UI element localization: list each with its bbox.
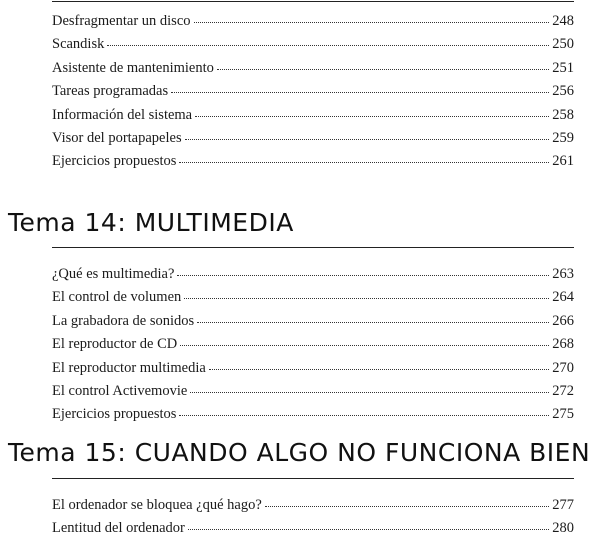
section-divider	[52, 1, 574, 2]
toc-entry-page: 275	[552, 406, 574, 423]
toc-entry-title: El reproductor de CD	[52, 336, 178, 353]
toc-entry[interactable]	[52, 10, 574, 33]
dot-leader	[179, 162, 549, 163]
toc-entry-page: 277	[552, 497, 574, 513]
toc-entry-page: 261	[552, 153, 574, 170]
toc-entry-page: 248	[552, 13, 574, 29]
toc-entry-page: 270	[552, 359, 574, 376]
toc-entry-page: 256	[552, 83, 574, 100]
toc-entry-page: 259	[552, 129, 574, 146]
dot-leader	[209, 369, 549, 370]
dot-leader	[179, 415, 549, 416]
toc-entry-page: 264	[552, 289, 574, 306]
toc-section-tema-13-end	[52, 10, 574, 174]
toc-entry-page: 272	[552, 382, 574, 399]
toc-entry[interactable]	[52, 517, 574, 540]
dot-leader	[107, 45, 549, 46]
toc-section-tema-15	[52, 494, 574, 541]
section-divider	[52, 247, 574, 248]
toc-entry-page: 251	[552, 59, 574, 76]
toc-entry[interactable]	[52, 150, 574, 173]
section-divider	[52, 478, 574, 479]
dot-leader	[195, 116, 549, 117]
toc-entry-title: Visor del portapapeles	[52, 129, 182, 146]
toc-entry[interactable]	[52, 263, 574, 286]
dot-leader	[188, 529, 549, 530]
toc-entry-title: El ordenador se bloquea ¿qué hago?	[52, 497, 262, 513]
toc-entry-title: Tareas programadas	[52, 83, 169, 100]
toc-entry-title: Asistente de mantenimiento	[52, 59, 214, 76]
toc-entry[interactable]	[52, 104, 574, 127]
toc-entry-page: 263	[552, 266, 574, 282]
toc-entry-page: 258	[552, 106, 574, 123]
toc-entry-title: ¿Qué es multimedia?	[52, 266, 175, 282]
toc-entry-title: El control Activemovie	[52, 382, 188, 399]
toc-entry-page: 250	[552, 36, 574, 53]
chapter-heading-tema-15: Tema 15: CUANDO ALGO NO FUNCIONA BIEN	[8, 438, 591, 467]
toc-entry[interactable]	[52, 127, 574, 150]
dot-leader	[177, 275, 549, 276]
dot-leader	[184, 298, 549, 299]
dot-leader	[265, 506, 549, 507]
dot-leader	[185, 139, 550, 140]
toc-entry[interactable]	[52, 310, 574, 333]
toc-entry-title: Lentitud del ordenador	[52, 520, 185, 537]
toc-entry[interactable]	[52, 286, 574, 309]
toc-entry[interactable]	[52, 57, 574, 80]
dot-leader	[180, 345, 549, 346]
toc-entry[interactable]	[52, 380, 574, 403]
toc-entry-title: Desfragmentar un disco	[52, 13, 191, 29]
toc-entry-title: Información del sistema	[52, 106, 193, 123]
toc-entry-title: Scandisk	[52, 36, 105, 53]
toc-entry-title: El reproductor multimedia	[52, 359, 206, 376]
toc-entry-page: 266	[552, 312, 574, 329]
toc-entry-title: Ejercicios propuestos	[52, 153, 177, 170]
dot-leader	[171, 92, 549, 93]
toc-section-tema-14	[52, 263, 574, 427]
toc-entry-page: 280	[552, 520, 574, 537]
toc-entry[interactable]	[52, 494, 574, 517]
toc-entry[interactable]	[52, 403, 574, 426]
dot-leader	[190, 392, 549, 393]
toc-entry-title: La grabadora de sonidos	[52, 312, 195, 329]
toc-entry[interactable]	[52, 33, 574, 56]
dot-leader	[194, 22, 550, 23]
toc-entry[interactable]	[52, 357, 574, 380]
toc-entry-title: Ejercicios propuestos	[52, 406, 177, 423]
dot-leader	[197, 322, 549, 323]
toc-entry[interactable]	[52, 80, 574, 103]
toc-entry[interactable]	[52, 333, 574, 356]
toc-entry-title: El control de volumen	[52, 289, 182, 306]
toc-entry-page: 268	[552, 336, 574, 353]
dot-leader	[217, 69, 549, 70]
chapter-heading-tema-14: Tema 14: MULTIMEDIA	[8, 208, 294, 237]
